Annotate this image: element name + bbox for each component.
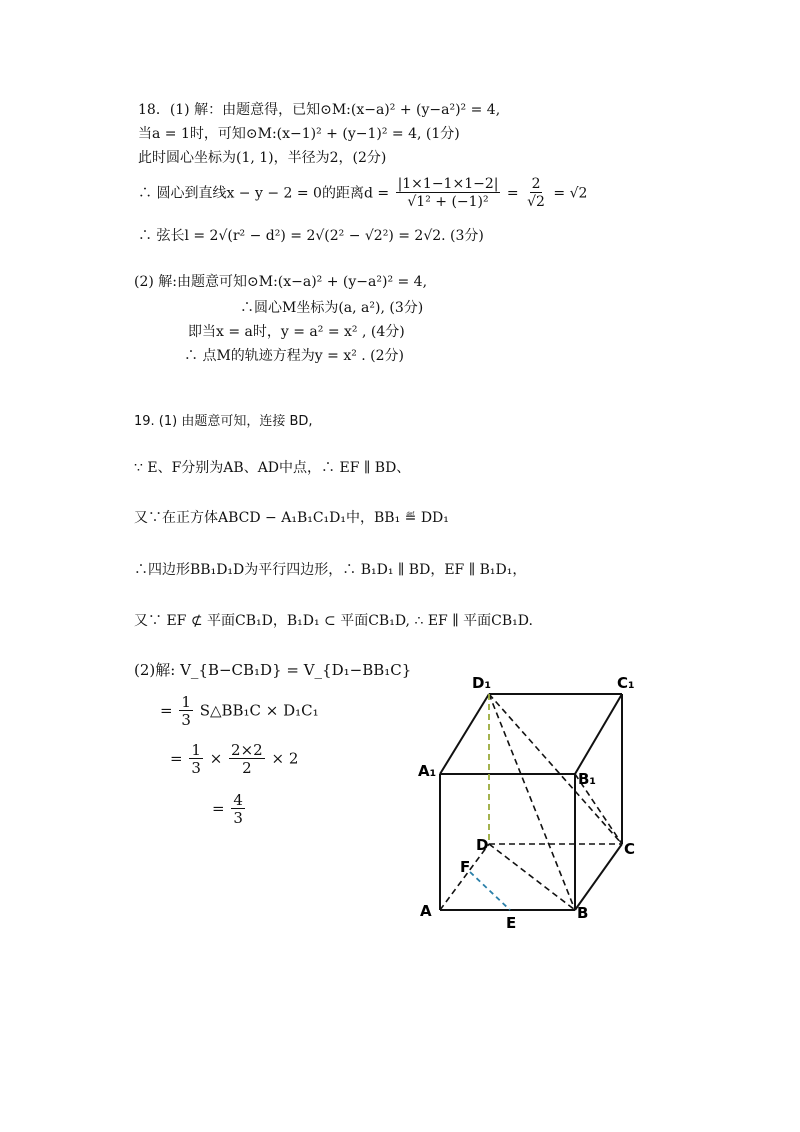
fraction-denominator: 3 — [191, 759, 201, 777]
label-C1: C₁ — [617, 674, 635, 692]
label-B1: B₁ — [578, 770, 597, 788]
q18-part1-line5: ∴ 弦长l = 2√(r² − d²) = 2√(2² − √2²) = 2√2. (3分) — [138, 228, 484, 244]
q18-part2-line4: ∴ 点M的轨迹方程为y = x² . (2分) — [184, 348, 405, 364]
q18-part1-line1: 18．(1) 解：由题意得，已知⊙M:(x−a)² + (y−a²)² = 4, — [138, 102, 501, 118]
simplified-numerator: 2 — [531, 176, 541, 192]
equals-sign: = — [160, 701, 173, 720]
area-times-edge: S△BB₁C × D₁C₁ — [199, 701, 319, 720]
q18-part2-line2: ∴圆心M坐标为(a, a²), (3分) — [240, 300, 424, 316]
fraction-denominator: 2 — [242, 759, 252, 777]
edge-BC — [575, 844, 622, 910]
q18-part1-line2: 当a = 1时，可知⊙M:(x−1)² + (y−1)² = 4, (1分) — [138, 126, 460, 142]
q19-part2-line4 — [212, 792, 247, 827]
q19-part1-line3: 又∵在正方体ABCD − A₁B₁C₁D₁中，BB₁ ≝ DD₁ — [134, 510, 449, 526]
edge-D1A1 — [440, 694, 489, 774]
area-fraction — [229, 742, 265, 777]
fraction-numerator: 4 — [233, 791, 243, 809]
q18-part2-line3: 即当x = a时，y = a² = x² , (4分) — [188, 324, 405, 340]
distance-formula-prefix: ∴ 圆心到直线x − y − 2 = 0的距离d = — [138, 185, 390, 202]
q18-part1-line3: 此时圆心坐标为(1, 1)，半径为2，(2分) — [138, 150, 387, 166]
fraction-denominator: 3 — [233, 809, 243, 827]
fraction-numerator: 2×2 — [231, 741, 263, 759]
q19-part1-line2: ∵ E、F分别为AB、AD中点，∴ EF ∥ BD、 — [134, 460, 411, 476]
label-E: E — [506, 914, 517, 932]
label-F: F — [460, 858, 471, 876]
q18-part2-line1: (2) 解:由题意可知⊙M:(x−a)² + (y−a²)² = 4, — [134, 274, 428, 290]
label-D: D — [476, 836, 489, 854]
simplified-fraction — [525, 176, 547, 211]
cube-dashed-lines — [440, 694, 622, 910]
distance-fraction — [396, 176, 501, 211]
equals-sign: = — [212, 799, 225, 818]
q19-part1-line1: 19. (1) 由题意可知，连接 BD, — [134, 414, 313, 429]
line-DB — [489, 844, 575, 910]
result-fraction — [231, 792, 245, 827]
simplified-denominator: √2 — [527, 194, 545, 210]
q18-part1-line4 — [138, 176, 587, 211]
cube-diagram — [410, 660, 650, 940]
one-third-fraction — [179, 694, 193, 729]
q19-part1-line4: ∴四边形BB₁D₁D为平行四边形，∴ B₁D₁ ∥ BD，EF ∥ B₁D₁， — [134, 562, 527, 578]
q19-part2-line2 — [160, 694, 319, 729]
label-A1: A₁ — [418, 762, 437, 780]
times-two: × 2 — [271, 749, 299, 768]
label-A: A — [420, 902, 432, 920]
q19-part2-line1: (2)解: V_{B−CB₁D} = V_{D₁−BB₁C} — [134, 661, 412, 679]
equals-sign: = — [506, 185, 519, 202]
edge-C1B1 — [575, 694, 622, 774]
fraction-numerator: 1 — [191, 741, 201, 759]
label-B: B — [577, 904, 589, 922]
label-D1: D₁ — [472, 674, 492, 692]
line-D1C — [489, 694, 622, 844]
label-C: C — [624, 840, 636, 858]
line-FE — [470, 872, 510, 910]
fraction-denominator: 3 — [181, 711, 191, 729]
q19-part2-line3 — [170, 742, 298, 777]
times-sign: × — [209, 749, 223, 768]
one-third-fraction — [189, 742, 203, 777]
q19-part1-line5: 又∵ EF ⊄ 平面CB₁D，B₁D₁ ⊂ 平面CB₁D, ∴ EF ∥ 平面CB₁D. — [134, 613, 533, 629]
distance-result: = √2 — [553, 185, 588, 202]
distance-fraction-numerator: |1×1−1×1−2| — [397, 176, 499, 192]
fraction-numerator: 1 — [181, 693, 191, 711]
equals-sign: = — [170, 749, 183, 768]
distance-fraction-denominator: √1² + (−1)² — [407, 194, 489, 210]
